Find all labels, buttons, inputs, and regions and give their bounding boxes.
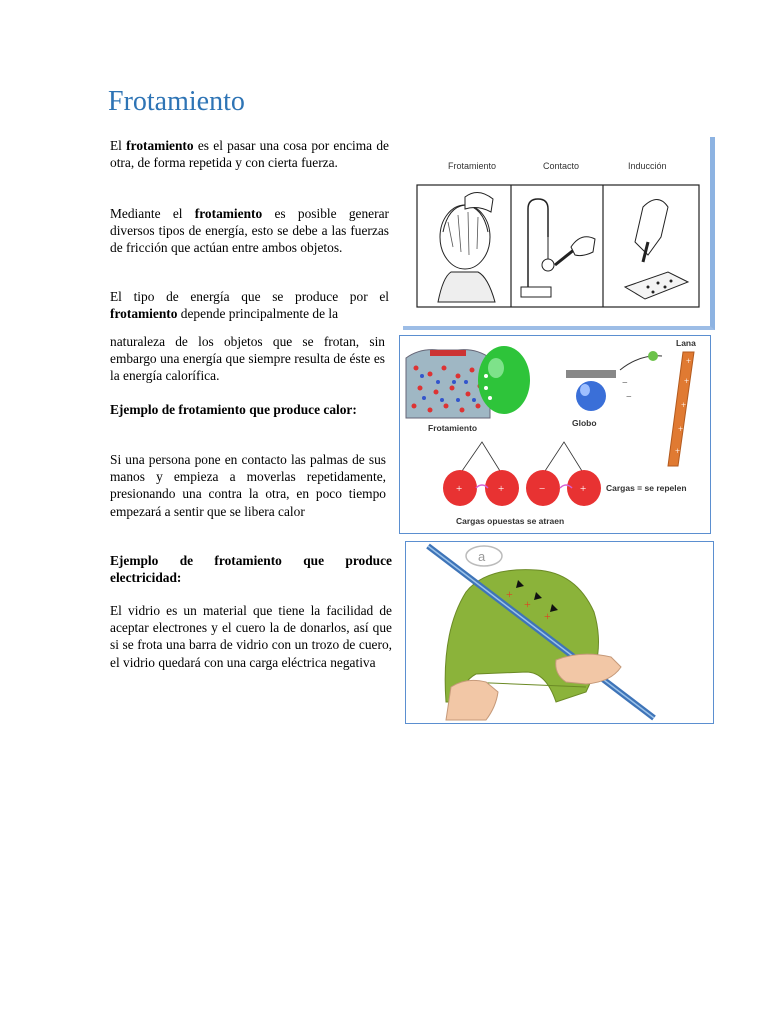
label-frotamiento-fig2: Frotamiento: [428, 423, 478, 433]
label-lana: Lana: [676, 338, 696, 348]
svg-text:+: +: [684, 376, 690, 386]
label-induccion: Inducción: [628, 161, 667, 171]
svg-text:+: +: [686, 356, 692, 366]
globo-icon: [566, 370, 632, 428]
paragraph-energy-types: Mediante el frotamiento es posible generar diversos tipos de energía, esto se debe a las fuerzas de fricción que actúan entre ambos objetos.: [110, 206, 389, 256]
heading-electricity-example: Ejemplo de frotamiento que produce electricidad:: [110, 553, 392, 586]
paragraph-energy-produced: El tipo de energía que se produce por el frotamiento depende principalmente de la: [110, 289, 389, 322]
svg-text:+: +: [681, 400, 687, 410]
svg-text:−: −: [622, 378, 628, 389]
svg-text:−: −: [626, 392, 632, 403]
label-contacto: Contacto: [543, 161, 580, 171]
charges-illustration: [400, 336, 710, 533]
page-title: Frotamiento: [108, 86, 245, 117]
sweater-icon: [406, 350, 490, 418]
glass-rod-illustration: [406, 542, 713, 723]
figure-charging-methods: [403, 137, 715, 330]
svg-text:+: +: [580, 483, 587, 495]
svg-text:+: +: [456, 483, 463, 495]
paragraph-heat-example: Si una persona pone en contacto las palmas de sus manos y empieza a moverlas repetidamente, presionando una contra la otra, en poco tiempo empezará a sentir que se libera calor: [110, 452, 386, 519]
svg-text:+: +: [675, 446, 681, 456]
svg-text:+: +: [524, 597, 531, 611]
svg-text:+: +: [678, 424, 684, 434]
svg-text:+: +: [506, 587, 513, 601]
svg-text:+: +: [544, 609, 551, 623]
svg-text:+: +: [498, 483, 505, 495]
paragraph-electricity-example: El vidrio es un material que tiene la facilidad de aceptar electrones y el cuero la de donarlos, así que si se frota una barra de vidrio con un trozo de cuero, el vidrio quedará con una carga eléctrica negativa: [110, 603, 392, 670]
paragraph-calorific: naturaleza de los objetos que se frotan, sin embargo una energía que siempre resulta de éste es la energía calorífica.: [110, 334, 385, 384]
figure-badge: a: [478, 549, 486, 564]
label-frotamiento: Frotamiento: [448, 161, 497, 171]
heading-heat-example: Ejemplo de frotamiento que produce calor:: [110, 402, 357, 417]
label-atraen: Cargas opuestas se atraen: [456, 516, 565, 526]
green-balloon-icon: [478, 346, 530, 414]
svg-text:−: −: [539, 483, 546, 495]
label-globo: Globo: [572, 418, 597, 428]
red-balloons-icon: [443, 442, 601, 506]
label-repelen: Cargas = se repelen: [606, 483, 687, 493]
figure-glass-rod: [405, 541, 714, 724]
charging-methods-illustration: [403, 137, 710, 326]
paragraph-definition: El frotamiento es el pasar una cosa por encima de otra, de forma repetida y con cierta fuerza.: [110, 138, 389, 171]
figure-charges: [399, 335, 711, 534]
